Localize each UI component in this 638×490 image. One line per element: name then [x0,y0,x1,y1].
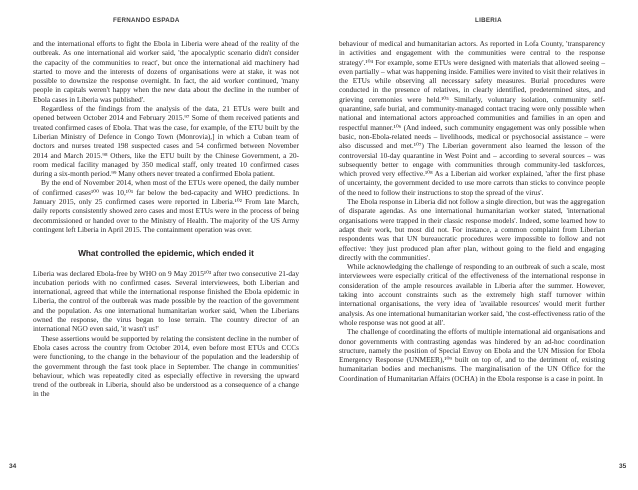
left-body-text [33,39,299,399]
running-head-author: FERNANDO ESPADA [113,17,180,24]
page-number: 34 [9,463,17,470]
paragraph: Liberia was declared Ebola-free by WHO on 9 May 2015¹⁰³ after two consecutive 21-day incubation periods with no confirmed cases. Several interviewees, both Liberian and international, agreed that while the international response finished the Ebola epidemic in Liberia, the control of the outbreak was made possible by the reaction of the government and the population. As one international humanitarian worker said, 'when the Liberians owned the response, the virus began to lose terrain. The country director of an international NGO even said, 'it wasn't us!' [33,268,299,334]
right-body-text [339,39,605,383]
paragraph: behaviour of medical and humanitarian actors. As reported in Lofa County, 'transparency in activities and engagement with the communities were central to the response strategy'.¹⁰⁴ For example, some ETUs were designed with materials that allowed seeing – even partially – what was happening inside. Families were invited to visit their relatives in the ETUs while observing all necessary safety measures. Burial procedures were conducted in the presence of relatives, in clearly identified, predetermined sites, and grieving ceremonies were held.¹⁰⁵ Similarly, voluntary isolation, community self-quarantine, safe burial, and community-managed contact tracing were only possible when national and international actors approached communities and families in an open and respectful manner.¹⁰⁶ (And indeed, such community engagement was only possible when basic, non-Ebola-related needs – livelihoods, medical or psychosocial assistance – were also discussed and met.¹⁰⁷) The Liberian government also learned the lesson of the controversial 10-day quarantine in West Point and – according to several sources – was subsequently better to engage with communities through community-led taskforces, which proved very effective.¹⁰⁸ As a Liberian aid worker explained, 'after the first phase of uncertainty, the government decided to use more carrots than sticks to convince people of the need to follow their instructions to stop the spread of the virus'. [339,39,605,197]
paragraph: While acknowledging the challenge of responding to an outbreak of such a scale, most interviewees were especially critical of the effectiveness of the international response in consideration of the ample resources available in Liberia after the summer. However, taking into account constraints such as the extremely high staff turnover within international organisations, the very idea of 'available resources' would merit further analysis. As one international humanitarian worker said, 'the cost-effectiveness ratio of the whole response was not good at all'. [339,262,605,327]
paragraph: The challenge of coordinating the efforts of multiple international aid organisations and donor governments with contrasting agendas was hindered by an ad-hoc coordination structure, namely the position of Special Envoy on Ebola and the UN Mission for Ebola Emergency Response (UNMEER),¹⁰⁹ built on top of, and to the detriment of, existing humanitarian bodies and mechanisms. The marginalisation of the UN Office for the Coordination of Humanitarian Affairs (OCHA) in the Ebola response is a case in point. In [339,327,605,383]
paragraph: and the international efforts to fight the Ebola in Liberia were ahead of the reality of the outbreak. As one international aid worker said, 'the apocalyptic scenario didn't consider the capacity of the communities to react', but once the international aid machinery had started to move and the interests of dozens of organisations were at stake, it was not possible to downsize the response overnight. In fact, the aid worker continued, 'many people in capitals weren't happy when the new data about the decline in the number of Ebola cases in Liberia was published'. [33,39,299,104]
paragraph: These assertions would be supported by relating the consistent decline in the number of Ebola cases across the country from October 2014, even before most ETUs and CCCs were functioning, to the change in the behaviour of the population and the leadership of the government through the fast took place in September. The change in communities' behaviour, which was repeatedly cited as especially effective in reversing the upward trend of the outbreak in Liberia, should also be understood as a consequence of a change in the [33,333,299,399]
paragraph: By the end of November 2014, when most of the ETUs were opened, the daily number of confirmed cases¹⁰⁰ was 10,¹⁰¹ far below the bed-capacity and WHO predictions. In January 2015, only 25 confirmed cases were reported in Liberia.¹⁰² From late March, daily reports consistently showed zero cases and most ETUs were in the process of being decommissioned or handed over to the Ministry of Health. The majority of the US Army contingent left Liberia in April 2015. The containment operation was over. [33,178,299,234]
page-number: 35 [619,463,627,470]
right-page [319,0,638,490]
paragraph: Regardless of the findings from the analysis of the data, 21 ETUs were built and opened between October 2014 and February 2015.⁹⁷ Some of them received patients and treated confirmed cases of Ebola. That was the case, for example, of the ETU built by the Liberian Ministry of Defence in Congo Town (Monrovia),] in which a Cuban team of doctors and nurses treated 198 suspected cases and 54 confirmed between November 2014 and March 2015.⁹⁸ Others, like the ETU built by the Chinese Government, a 20-room medical facility managed by 350 medical staff, only treated 10 confirmed cases during a six-month period.⁹⁹ Many others never treated a confirmed Ebola patient. [33,104,299,179]
section-heading: What controlled the epidemic, which ended it [78,249,254,259]
paragraph: The Ebola response in Liberia did not follow a single direction, but was the aggregation of disparate agendas. As one international humanitarian worker stated, 'international organisations were trapped in their classic response models'. Indeed, some learned how to adapt their work, but most did not. For instance, a common complaint from Liberian respondents was that UN bureaucratic procedures were impossible to follow and not effective: 'they just produced plan after plan, without going to the field and engaging directly with the communities'. [339,197,605,262]
running-head-title: LIBERIA [475,17,502,24]
